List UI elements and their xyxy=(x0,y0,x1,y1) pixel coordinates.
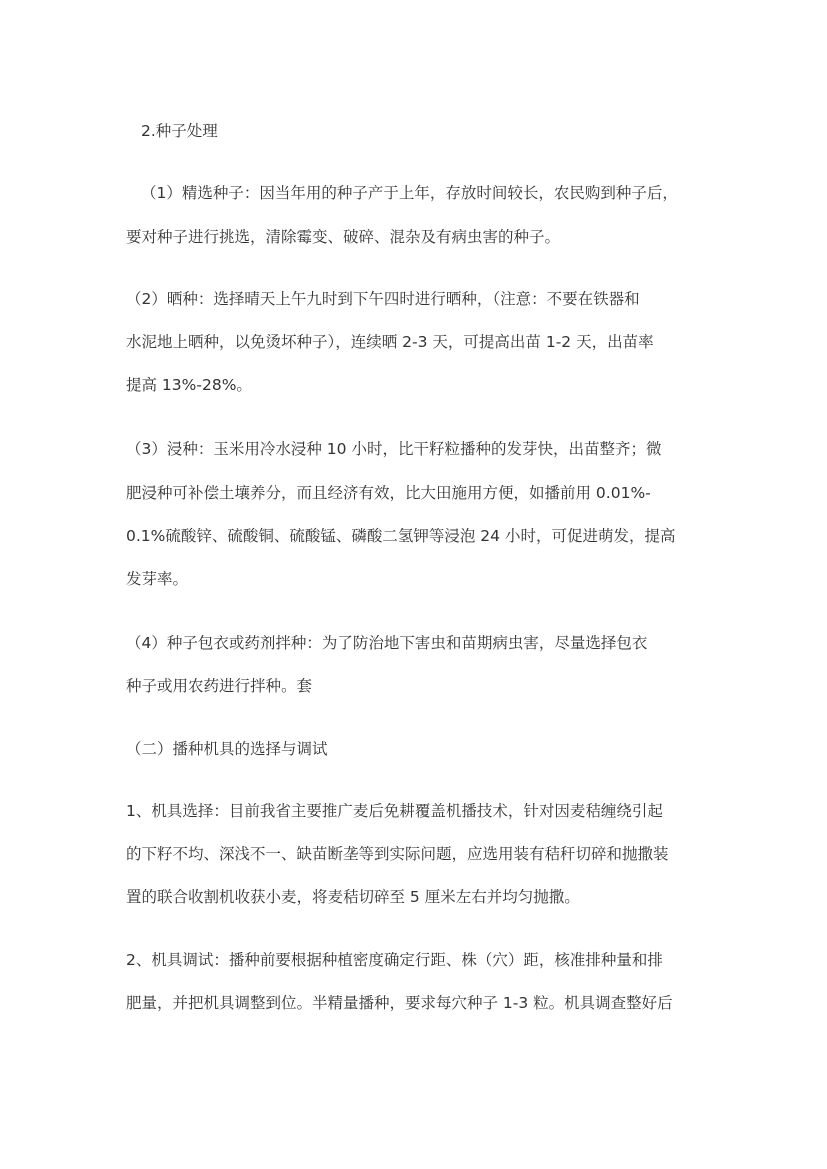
section-heading-seeder-selection: （二）播种机具的选择与调试 xyxy=(126,740,328,758)
paragraph-line: 种子或用农药进行拌种。套 xyxy=(126,677,313,695)
paragraph-line: 的下籽不均、深浅不一、缺苗断垄等到实际问题，应选用装有秸秆切碎和抛撒装 xyxy=(126,845,669,863)
paragraph-line: （1）精选种子：因当年用的种子产于上年，存放时间较长，农民购到种子后， xyxy=(141,184,678,202)
section-heading-seed-treatment: 2.种子处理 xyxy=(141,122,218,140)
paragraph-line: 1、机具选择：目前我省主要推广麦后免耕覆盖机播技术，针对因麦秸缠绕引起 xyxy=(126,802,663,820)
paragraph-line: 0.1%硫酸锌、硫酸铜、硫酸锰、磷酸二氢钾等浸泡 24 小时，可促进萌发，提高 xyxy=(126,527,676,545)
paragraph-line: 肥量，并把机具调整到位。半精量播种，要求每穴种子 1-3 粒。机具调查整好后 xyxy=(126,994,673,1012)
paragraph-line: （4）种子包衣或药剂拌种：为了防治地下害虫和苗期病虫害，尽量选择包衣 xyxy=(126,634,648,652)
paragraph-line: 肥浸种可补偿土壤养分，而且经济有效，比大田施用方便，如播前用 0.01%- xyxy=(126,484,651,502)
paragraph-line: （3）浸种：玉米用冷水浸种 10 小时，比干籽粒播种的发芽快，出苗整齐；微 xyxy=(126,440,662,458)
paragraph-line: 提高 13%-28%。 xyxy=(126,376,252,394)
paragraph-line: 置的联合收割机收获小麦，将麦秸切碎至 5 厘米左右并均匀抛撒。 xyxy=(126,888,580,906)
paragraph-line: 2、机具调试：播种前要根据种植密度确定行距、株（穴）距，核准排种量和排 xyxy=(126,951,663,969)
paragraph-line: 要对种子进行挑选，清除霉变、破碎、混杂及有病虫害的种子。 xyxy=(126,228,561,246)
paragraph-line: 水泥地上晒种，以免烫坏种子），连续晒 2-3 天，可提高出苗 1-2 天，出苗率 xyxy=(126,333,654,351)
paragraph-line: （2）晒种：选择晴天上午九时到下午四时进行晒种，（注意：不要在铁器和 xyxy=(126,290,640,308)
paragraph-line: 发芽率。 xyxy=(126,570,189,588)
